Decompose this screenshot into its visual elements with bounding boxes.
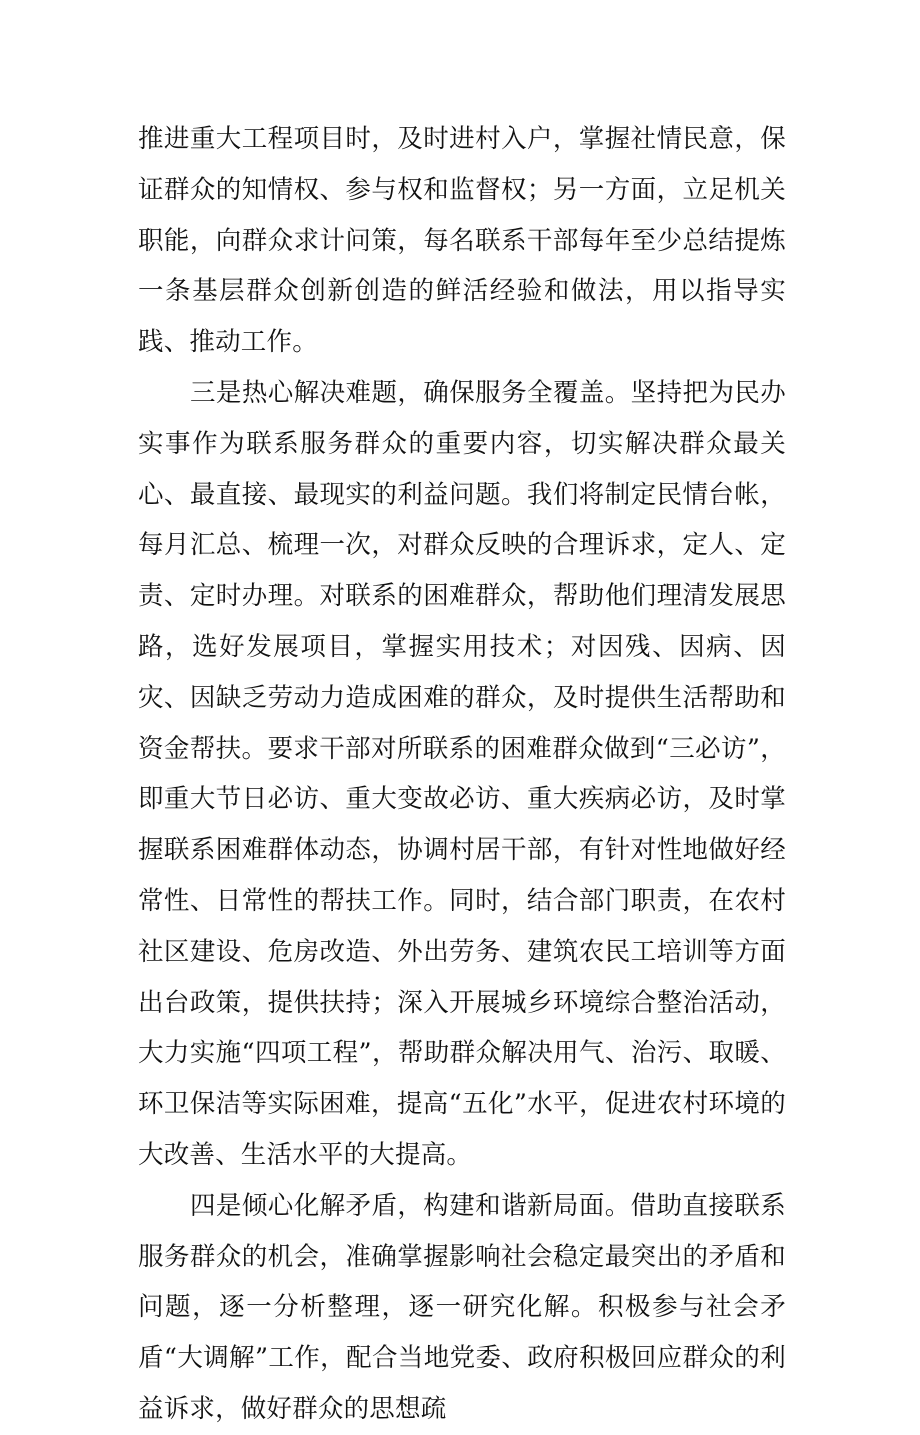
paragraph-continuation: 推进重大工程项目时，及时进村入户，掌握社情民意，保证群众的知情权、参与权和监督权；另一方面，立足机关职能，向群众求计问策，每名联系干部每年至少总结提炼一条基层群众创新创造的鲜活经验和做法，用以指导实践、推动工作。 — [138, 124, 786, 358]
document-body — [138, 114, 786, 1435]
paragraph-three: 三是热心解决难题，确保服务全覆盖。坚持把为民办实事作为联系服务群众的重要内容，切实解决群众最关心、最直接、最现实的利益问题。我们将制定民情台帐，每月汇总、梳理一次，对群众反映的合理诉求，定人、定责、定时办理。对联系的困难群众，帮助他们理清发展思路，选好发展项目，掌握实用技术；对因残、因病、因灾、因缺乏劳动力造成困难的群众，及时提供生活帮助和资金帮扶。要求干部对所联系的困难群众做到“三必访”，即重大节日必访、重大变故必访、重大疾病必访，及时掌握联系困难群体动态，协调村居干部，有针对性地做好经常性、日常性的帮扶工作。同时，结合部门职责，在农村社区建设、危房改造、外出劳务、建筑农民工培训等方面出台政策，提供扶持；深入开展城乡环境综合整治活动，大力实施“四项工程”，帮助群众解决用气、治污、取暖、环卫保洁等实际困难，提高“五化”水平，促进农村环境的大改善、生活水平的大提高。 — [138, 377, 786, 1170]
paragraph-four: 四是倾心化解矛盾，构建和谐新局面。借助直接联系服务群众的机会，准确掌握影响社会稳定最突出的矛盾和问题，逐一分析整理，逐一研究化解。积极参与社会矛盾“大调解”工作，配合当地党委、政府积极回应群众的利益诉求，做好群众的思想疏 — [138, 1190, 786, 1424]
